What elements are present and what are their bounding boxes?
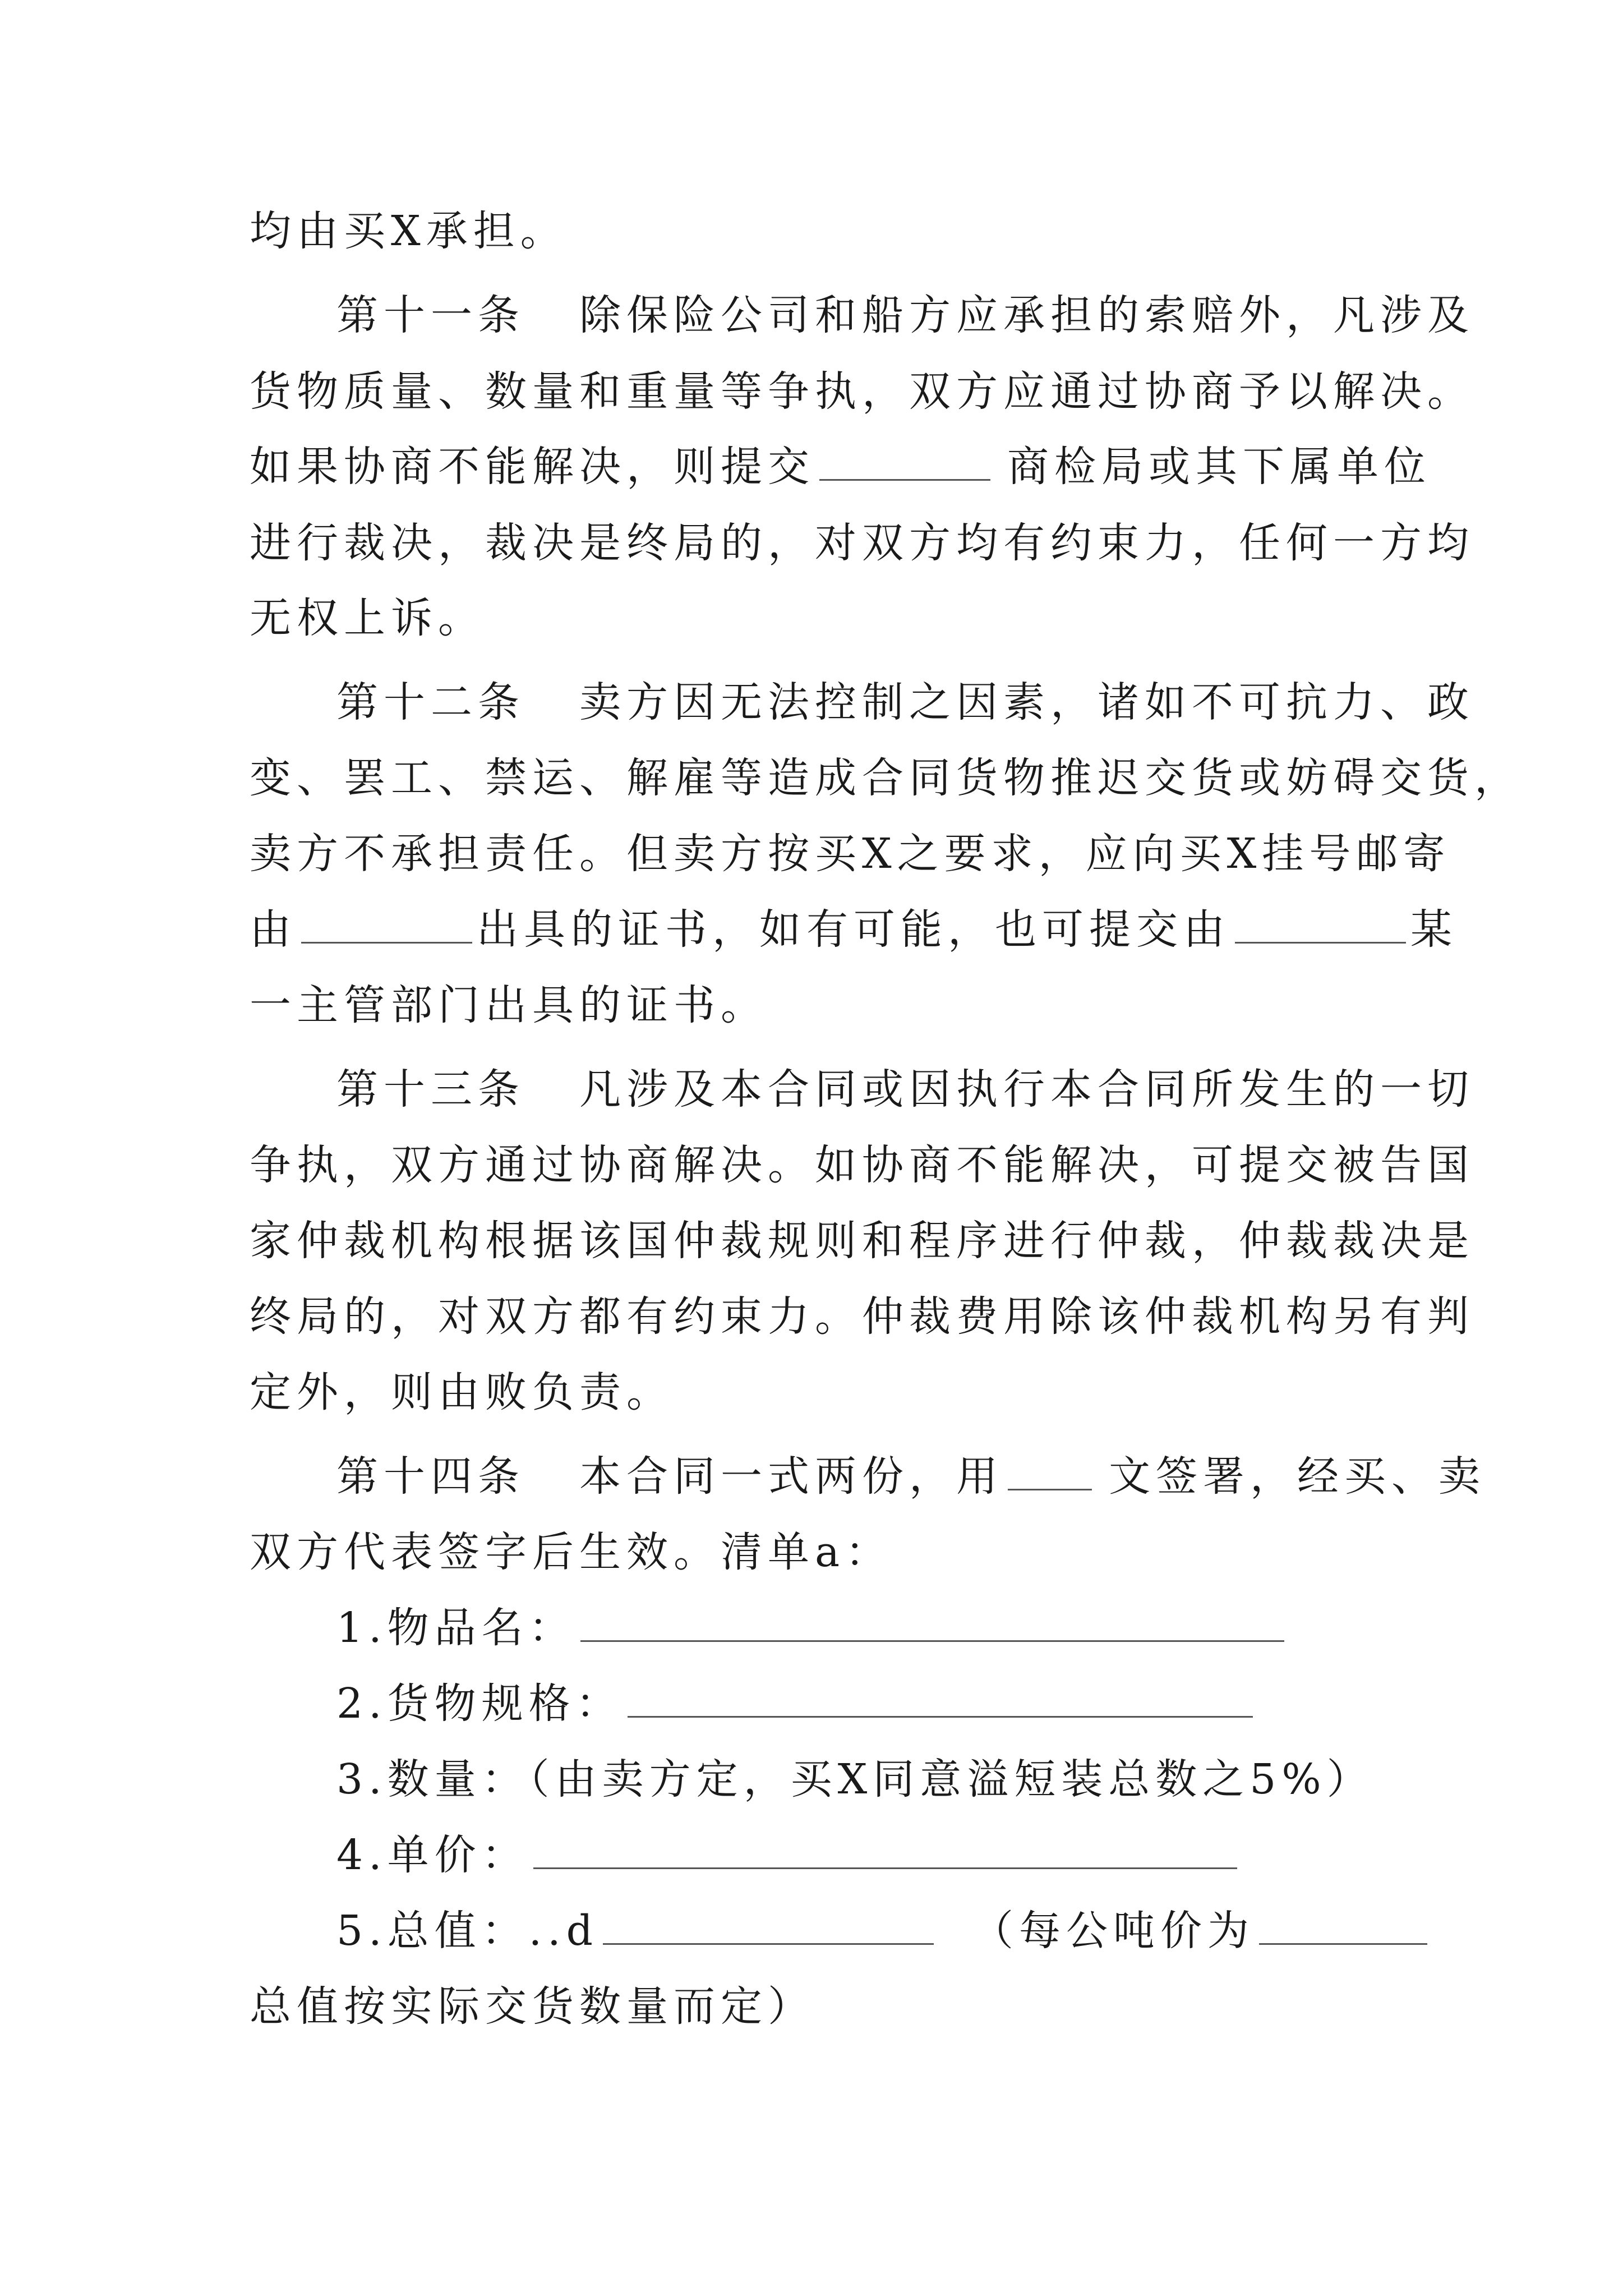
text-fragment: 终局的，对双方都有约束力。仲裁费用除该仲裁机构另有判 — [250, 1292, 1474, 1341]
text-fragment: 无权上诉。 — [250, 594, 485, 642]
text-line — [250, 977, 768, 1033]
list-item — [336, 1600, 1289, 1656]
list-label: 2.货物规格： — [336, 1680, 623, 1728]
text-line — [250, 826, 1450, 882]
fill-blank[interactable] — [628, 1681, 1253, 1718]
text-fragment: 双方代表签字后生效。清单a： — [250, 1528, 893, 1576]
text-line — [250, 515, 1474, 571]
text-line — [250, 203, 568, 259]
fill-blank[interactable] — [533, 1833, 1237, 1869]
fill-blank[interactable] — [580, 1605, 1284, 1642]
list-item — [336, 1676, 1257, 1732]
text-line — [250, 1978, 815, 2035]
article-number: 第十四条 — [336, 1452, 525, 1501]
text-fragment: 定外，则由败负责。 — [250, 1368, 674, 1416]
fill-blank[interactable] — [819, 444, 990, 481]
list-item — [336, 1827, 1242, 1883]
text-line — [250, 1213, 1474, 1269]
text-fragment: 本合同一式两份，用 — [579, 1452, 1004, 1501]
fill-blank[interactable] — [1259, 1908, 1427, 1945]
list-label: 4.单价： — [336, 1831, 529, 1879]
text-line — [250, 1524, 892, 1580]
text-line — [250, 590, 485, 646]
fill-blank[interactable] — [1235, 907, 1406, 944]
list-label: 3.数量：（由卖方定，买X同意溢短装总数之5%） — [336, 1755, 1374, 1803]
text-fragment: 由 — [250, 905, 297, 954]
fill-blank[interactable] — [603, 1908, 934, 1945]
text-line — [250, 439, 1431, 495]
text-fragment: 卖方不承担责任。但卖方按买X之要求，应向买X挂号邮寄 — [250, 830, 1451, 878]
text-line — [250, 750, 1521, 806]
text-fragment: 货物质量、数量和重量等争执，双方应通过协商予以解决。 — [250, 367, 1474, 416]
text-line — [250, 1137, 1474, 1193]
text-fragment: 文签署，经买、卖 — [1109, 1452, 1486, 1501]
text-fragment: 商检局或其下属单位 — [1007, 443, 1431, 491]
text-fragment: 某 — [1410, 905, 1458, 954]
text-fragment: 一主管部门出具的证书。 — [250, 981, 768, 1029]
text-line — [250, 901, 1458, 958]
article-12-heading — [336, 674, 1474, 730]
article-number: 第十三条 — [336, 1065, 525, 1114]
list-item — [336, 1751, 1374, 1807]
text-fragment: （每公吨价为 — [972, 1907, 1255, 1955]
text-line — [250, 1364, 674, 1420]
text-fragment: 总值按实际交货数量而定） — [250, 1982, 815, 2031]
list-item — [336, 1903, 1432, 1959]
article-number: 第十一条 — [336, 291, 525, 339]
text-fragment: 家仲裁机构根据该国仲裁规则和程序进行仲裁，仲裁裁决是 — [250, 1217, 1474, 1265]
list-label: 5.总值：..d — [336, 1907, 599, 1955]
text-fragment: 出具的证书，如有可能，也可提交由 — [477, 905, 1230, 954]
text-fragment: 除保险公司和船方应承担的索赔外，凡涉及 — [579, 291, 1475, 339]
text-fragment: 如果协商不能解决，则提交 — [250, 443, 815, 491]
text-line — [250, 1289, 1474, 1345]
article-11-heading — [336, 287, 1474, 343]
fill-blank[interactable] — [1008, 1454, 1092, 1490]
text-fragment: 变、罢工、禁运、解雇等造成合同货物推迟交货或妨碍交货， — [250, 754, 1521, 802]
text-line — [250, 364, 1474, 420]
text-fragment: 凡涉及本合同或因执行本合同所发生的一切 — [579, 1065, 1475, 1114]
text-fragment: 均由买X承担。 — [250, 207, 568, 255]
article-number: 第十二条 — [336, 678, 525, 726]
text-fragment: 卖方因无法控制之因素，诸如不可抗力、政 — [579, 678, 1475, 726]
article-13-heading — [336, 1061, 1474, 1117]
text-fragment: 争执，双方通过协商解决。如协商不能解决，可提交被告国 — [250, 1141, 1474, 1189]
article-14-heading — [336, 1448, 1486, 1504]
text-fragment: 进行裁决，裁决是终局的，对双方均有约束力，任何一方均 — [250, 519, 1474, 567]
fill-blank[interactable] — [301, 907, 472, 944]
list-label: 1.物品名： — [336, 1604, 576, 1652]
